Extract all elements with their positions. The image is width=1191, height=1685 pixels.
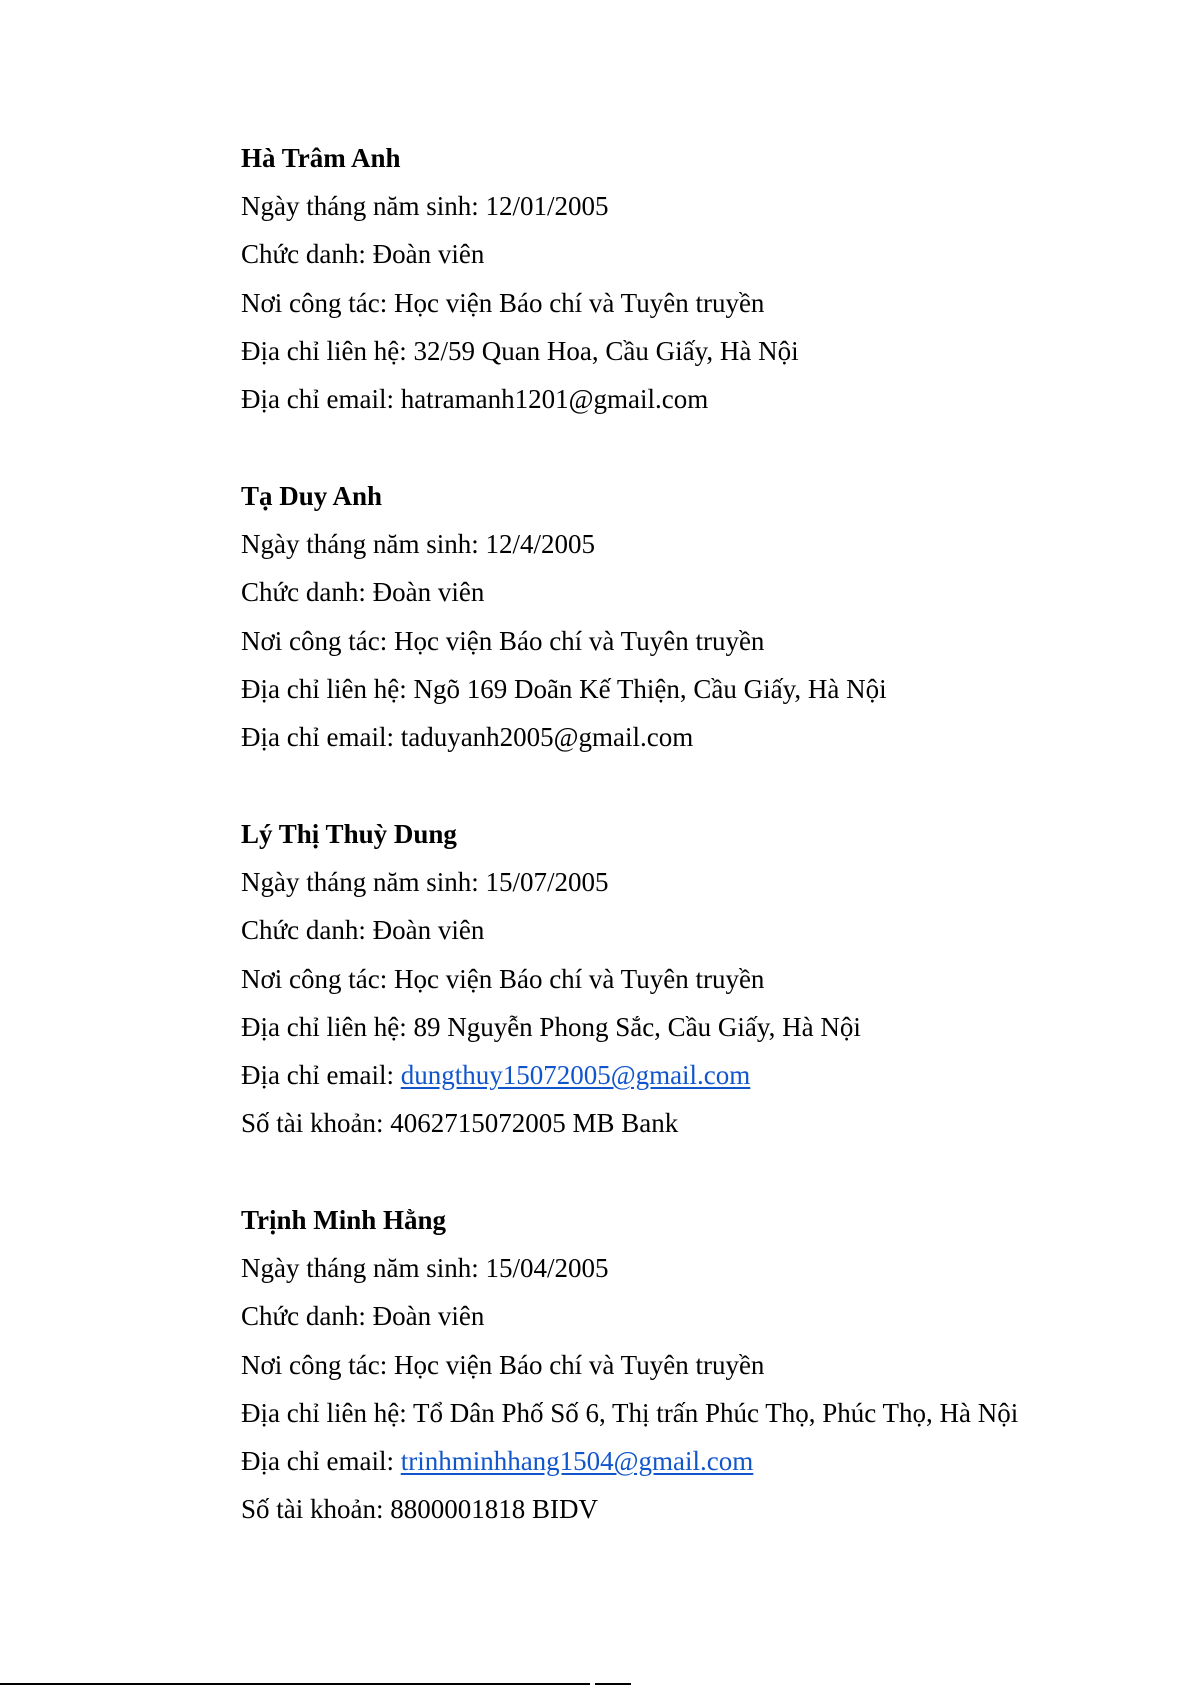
dob-value: 12/01/2005: [485, 191, 609, 222]
account-value: 8800001818 BIDV: [390, 1494, 598, 1525]
workplace-value: Học viện Báo chí và Tuyên truyền: [393, 287, 765, 318]
title-value: Đoàn viên: [372, 577, 485, 608]
dob-line: [241, 520, 1141, 568]
email-line: [241, 713, 1141, 761]
address-line: [241, 1389, 1141, 1437]
email-line: [241, 375, 1141, 423]
address-label: Địa chỉ liên hệ:: [241, 673, 407, 704]
address-line: [241, 327, 1141, 375]
dob-line: [241, 1244, 1141, 1292]
person-name: Hà Trâm Anh: [241, 143, 401, 173]
dob-label: Ngày tháng năm sinh:: [241, 867, 479, 898]
person-entry: [241, 1196, 1141, 1533]
address-line: [241, 665, 1141, 713]
dob-line: [241, 182, 1141, 230]
email-link[interactable]: trinhminhhang1504@gmail.com: [400, 1445, 754, 1476]
email-label: Địa chỉ email:: [241, 383, 394, 414]
title-value: Đoàn viên: [372, 1301, 485, 1332]
title-label: Chức danh:: [241, 1301, 366, 1332]
person-entry: [241, 134, 1141, 423]
dob-label: Ngày tháng năm sinh:: [241, 1253, 479, 1284]
email-link[interactable]: dungthuy15072005@gmail.com: [400, 1059, 751, 1090]
title-line: [241, 1292, 1141, 1340]
workplace-line: [241, 955, 1141, 1003]
title-label: Chức danh:: [241, 577, 366, 608]
title-line: [241, 568, 1141, 616]
person-entry: [241, 472, 1141, 761]
workplace-line: [241, 617, 1141, 665]
title-line: [241, 230, 1141, 278]
address-label: Địa chỉ liên hệ:: [241, 1397, 407, 1428]
email-label: Địa chỉ email:: [241, 1445, 394, 1476]
address-value: 32/59 Quan Hoa, Cầu Giấy, Hà Nội: [413, 335, 799, 366]
dob-value: 12/4/2005: [485, 529, 595, 560]
dob-value: 15/07/2005: [485, 867, 609, 898]
email-value: hatramanh1201@gmail.com: [400, 383, 709, 414]
workplace-value: Học viện Báo chí và Tuyên truyền: [393, 625, 765, 656]
account-line: [241, 1099, 1141, 1147]
workplace-line: [241, 1341, 1141, 1389]
account-line: [241, 1485, 1141, 1533]
account-value: 4062715072005 MB Bank: [390, 1108, 679, 1139]
title-label: Chức danh:: [241, 915, 366, 946]
workplace-label: Nơi công tác:: [241, 963, 388, 994]
workplace-label: Nơi công tác:: [241, 1349, 388, 1380]
workplace-value: Học viện Báo chí và Tuyên truyền: [393, 1349, 765, 1380]
account-label: Số tài khoản:: [241, 1494, 384, 1525]
workplace-label: Nơi công tác:: [241, 287, 388, 318]
title-line: [241, 906, 1141, 954]
address-line: [241, 1003, 1141, 1051]
dob-label: Ngày tháng năm sinh:: [241, 529, 479, 560]
email-line: [241, 1051, 1141, 1099]
person-entry: [241, 810, 1141, 1147]
workplace-label: Nơi công tác:: [241, 625, 388, 656]
email-line: [241, 1437, 1141, 1485]
address-value: Tổ Dân Phố Số 6, Thị trấn Phúc Thọ, Phúc Thọ, Hà Nội: [412, 1397, 1019, 1428]
email-label: Địa chỉ email:: [241, 721, 394, 752]
workplace-value: Học viện Báo chí và Tuyên truyền: [393, 963, 765, 994]
person-name: Trịnh Minh Hằng: [241, 1205, 447, 1235]
title-value: Đoàn viên: [372, 239, 485, 270]
email-label: Địa chỉ email:: [241, 1059, 394, 1090]
workplace-line: [241, 279, 1141, 327]
account-label: Số tài khoản:: [241, 1108, 384, 1139]
address-value: 89 Nguyễn Phong Sắc, Cầu Giấy, Hà Nội: [413, 1011, 861, 1042]
dob-value: 15/04/2005: [485, 1253, 609, 1284]
dob-line: [241, 858, 1141, 906]
title-label: Chức danh:: [241, 239, 366, 270]
email-value: taduyanh2005@gmail.com: [400, 721, 694, 752]
person-name: Tạ Duy Anh: [241, 481, 383, 511]
dob-label: Ngày tháng năm sinh:: [241, 191, 479, 222]
person-name: Lý Thị Thuỳ Dung: [241, 819, 457, 849]
title-value: Đoàn viên: [372, 915, 485, 946]
address-label: Địa chỉ liên hệ:: [241, 1011, 407, 1042]
address-value: Ngõ 169 Doãn Kế Thiện, Cầu Giấy, Hà Nội: [413, 673, 887, 704]
address-label: Địa chỉ liên hệ:: [241, 335, 407, 366]
